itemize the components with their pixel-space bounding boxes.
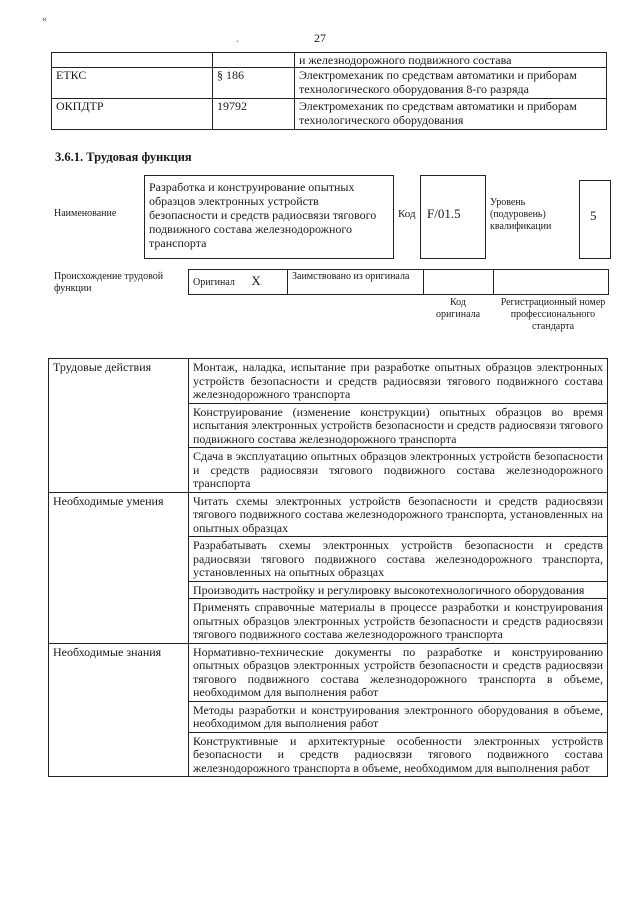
classifier-text: Электромеханик по средствам автоматики и приборам технологического оборудования [295,99,607,130]
borrowed-label: Заимствовано из оригинала [288,270,424,295]
table-row [52,68,607,99]
table-cell: Монтаж, наладка, испытание при разработке опытных образцов электронных устройств безопасности и средств радиосвязи тягового подвижного состава железнодорожного транспорта [189,359,608,404]
margin-mark: . [236,34,239,45]
category-cell: Необходимые знания [49,643,189,777]
function-name: Разработка и конструирование опытных образцов электронных устройств безопасности и средств радиосвязи тягового подвижного состава железнодорожного транспорта [149,180,377,250]
classifier-number: 19792 [213,99,295,130]
table-cell: Сдача в эксплуатацию опытных образцов электронных устройств безопасности и средств радиосвязи тягового подвижного состава железнодорожного транспорта [189,448,608,493]
classifier-code: ЕТКС [52,68,213,99]
origin-label: Происхождение трудовой функции [54,271,164,294]
classifier-text: и железнодорожного подвижного состава [295,53,607,68]
table-row [49,359,608,404]
code-label: Код [398,208,416,220]
table-cell: Нормативно-технические документы по разработке и конструированию опытных образцов электронных устройств безопасности и средств радиосвязи тягового подвижного состава железнодорожного транспорта в объеме, необходимом для выполнения работ [189,643,608,701]
table-row [49,492,608,537]
table-row [52,53,607,68]
original-cell [189,270,288,295]
original-code-label: Код оригинала [435,297,481,320]
table-cell: Конструирование (изменение конструкции) опытных образцов во время испытания электронных устройств безопасности и средств радиосвязи тягового подвижного состава железнодорожного транспорта [189,403,608,448]
table-cell: Применять справочные материалы в процессе разработки и конструирования опытных образцов электронных устройств безопасности и средств радиосвязи тягового подвижного состава железнодорожного транспорта [189,599,608,644]
level-label: Уровень (подуровень) квалификации [490,197,552,232]
table-row [189,270,609,295]
original-code-cell [424,270,494,295]
table-cell: Конструктивные и архитектурные особенности электронных устройств безопасности и средств радиосвязи тягового подвижного состава железнодорожного транспорта в объеме, необходимом для выполнения работ [189,732,608,777]
table-cell: Разрабатывать схемы электронных устройств безопасности и средств радиосвязи тягового подвижного состава железнодорожного транспорта, установленных на опытных образцах [189,537,608,582]
classifier-code [52,53,213,68]
table-cell: Методы разработки и конструирования электронного оборудования в объеме, необходимом для выполнения работ [189,701,608,732]
function-code: F/01.5 [427,206,461,221]
table-cell: Производить настройку и регулировку высокотехнологичного оборудования [189,581,608,599]
function-table [48,358,608,777]
category-cell: Трудовые действия [49,359,189,493]
classifier-code: ОКПДТР [52,99,213,130]
section-heading: 3.6.1. Трудовая функция [55,150,192,164]
category-cell: Необходимые умения [49,492,189,643]
original-label: Оригинал [193,277,235,288]
original-mark: X [251,273,261,288]
page-number: 27 [314,31,326,45]
name-label: Наименование [54,208,117,219]
reg-number-cell [494,270,609,295]
qualification-level: 5 [590,208,597,223]
classification-table [51,52,607,130]
origin-table [188,269,609,295]
margin-mark: « [42,14,47,25]
table-row [52,99,607,130]
table-row [49,643,608,701]
reg-number-label: Регистрационный номер профессионального стандарта [500,297,606,332]
classifier-number [213,53,295,68]
table-cell: Читать схемы электронных устройств безопасности и средств радиосвязи тягового подвижного состава железнодорожного транспорта, установленных на опытных образцах [189,492,608,537]
classifier-text: Электромеханик по средствам автоматики и приборам технологического оборудования 8-го разряда [295,68,607,99]
classifier-number: § 186 [213,68,295,99]
